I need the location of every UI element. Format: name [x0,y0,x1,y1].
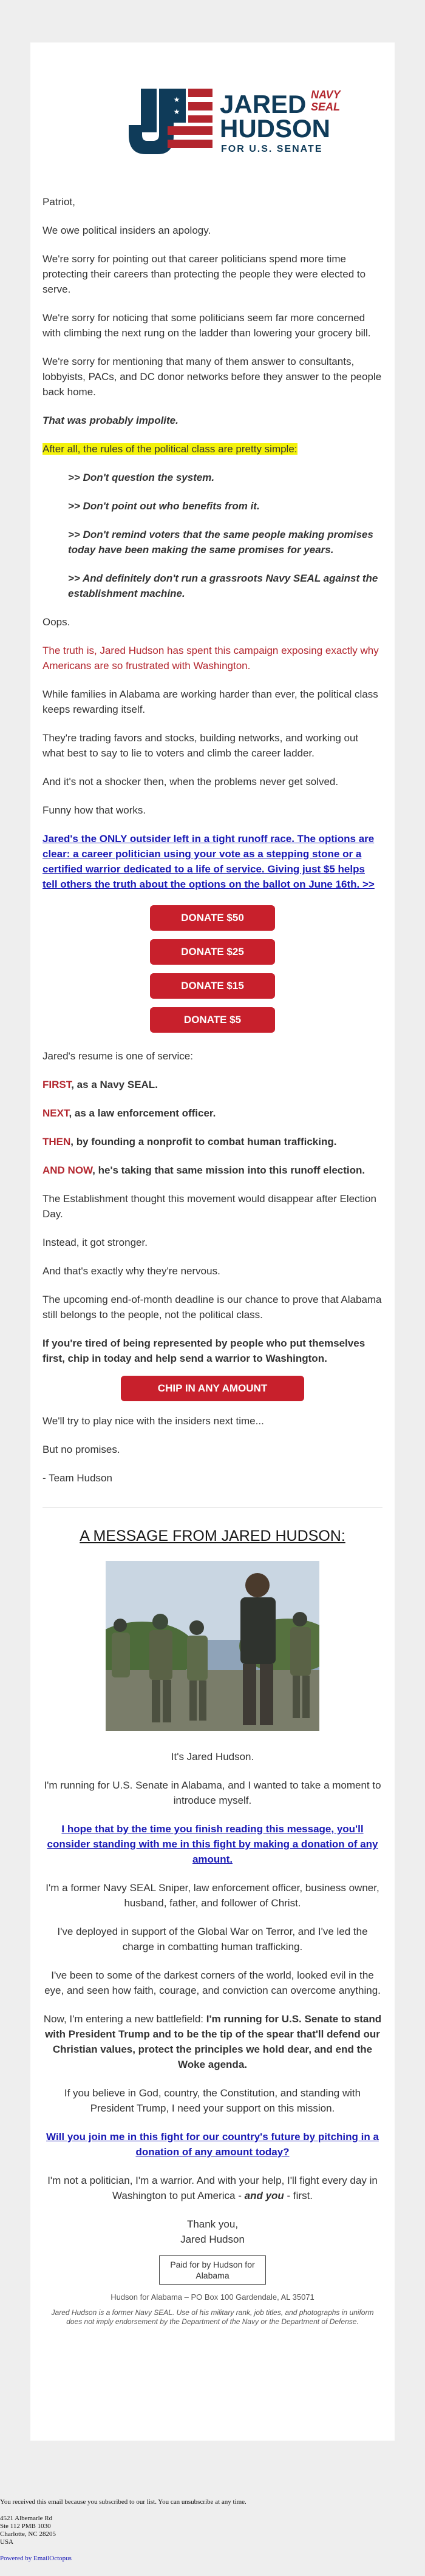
paragraph: But no promises. [42,1444,120,1455]
campaign-photo [106,1561,319,1731]
logo-first-name: JARED [220,90,307,118]
red-paragraph: The truth is, Jared Hudson has spent this campaign exposing exactly why Americans are so frustrated with Washington. [42,645,379,671]
resume-item: THEN, by founding a nonprofit to combat human trafficking. [42,1136,337,1147]
highlighted-paragraph: After all, the rules of the political class are pretty simple: [42,443,298,455]
paragraph: Instead, it got stronger. [42,1237,148,1248]
message-paragraph: I'm a former Navy SEAL Sniper, law enforcement officer, business owner, husband, father, and follower of Christ. [46,1882,379,1909]
message-paragraph: Now, I'm entering a new battlefield: I'm running for U.S. Senate to stand with President Trump and to be the tip of the spear that'll defend our Christian values, protect the principles we hold dear, and end the Woke agenda. [43,2013,382,2070]
message-paragraph: If you believe in God, country, the Constitution, and standing with President Trump, I need your support on this mission. [64,2087,361,2114]
message-paragraph: It's Jared Hudson. [171,1751,254,1762]
pitch-in-link[interactable]: Will you join me in this fight for our country's future by pitching in a donation of any amount today? [46,2131,379,2158]
email-body [42,194,382,2340]
paid-for-box: Paid for by Hudson for Alabama [159,2255,266,2285]
powered-by-link[interactable]: Powered by EmailOctopus [0,2555,72,2562]
military-disclaimer: Jared Hudson is a former Navy SEAL. Use of his military rank, job titles, and photographs in uniform does not imply endorsement by the Department of the Navy or the Department of Defense. [51,2308,374,2326]
resume-item: AND NOW, he's taking that same mission into this runoff election. [42,1164,365,1176]
greeting: Patriot, [42,196,75,208]
sender-address-line: USA [0,2538,14,2546]
message-paragraph: I've been to some of the darkest corners of the world, looked evil in the eye, and seen how faith, courage, and conviction can overcome anything. [44,1969,381,1996]
logo-subtitle: FOR U.S. SENATE [221,144,323,154]
resume-item: NEXT, as a law enforcement officer. [42,1107,216,1119]
paragraph: We're sorry for pointing out that career politicians spend more time protecting their careers than protecting the people they were elected to serve. [42,253,366,295]
paragraph: Oops. [42,616,70,628]
campaign-address: Hudson for Alabama – PO Box 100 Gardendale, AL 35071 [110,2292,314,2302]
donate-link-paragraph [42,831,382,892]
sender-address-line: 4521 Albemarle Rd [0,2515,53,2522]
message-link-paragraph [42,1821,382,1867]
svg-text:★: ★ [173,95,180,104]
paragraph: Funny how that works. [42,804,146,816]
signature: - Team Hudson [42,1472,112,1484]
paragraph: They're trading favors and stocks, building networks, and working out what best to say to lie to voters and climb the career ladder. [42,732,359,759]
svg-text:★: ★ [173,107,180,116]
logo-last-name: HUDSON [220,114,331,143]
rule-item: >> Don't question the system. [68,472,215,483]
resume-item: FIRST, as a Navy SEAL. [42,1079,158,1090]
paragraph: The upcoming end-of-month deadline is our chance to prove that Alabama still belongs to the people, not the political class. [42,1294,382,1320]
message-paragraph: I'm running for U.S. Senate in Alabama, and I wanted to take a moment to introduce myself. [44,1779,381,1806]
divider [42,1507,382,1508]
paragraph: We're sorry for mentioning that many of them answer to consultants, lobbyists, PACs, and DC donor networks before they answer to the people back home. [42,356,382,398]
message-title: A MESSAGE FROM JARED HUDSON: [80,1528,345,1545]
message-paragraph: I'm not a politician, I'm a warrior. And with your help, I'll fight every day in Washington to put America - and you - first. [47,2175,378,2201]
rule-item: >> Don't remind voters that the same people making promises today have been making the same promises for years. [68,529,373,556]
rule-item: >> Don't point out who benefits from it. [68,500,260,512]
paragraph: Jared's resume is one of service: [42,1050,193,1062]
sender-address-line: Ste 112 PMB 1030 [0,2523,51,2530]
paragraph: We owe political insiders an apology. [42,225,211,236]
chip-in-button[interactable]: CHIP IN ANY AMOUNT [121,1376,304,1401]
email-footer [0,2498,425,2563]
donate-25-button[interactable]: DONATE $25 [150,939,275,965]
paragraph: That was probably impolite. [42,415,178,426]
donate-15-button[interactable]: DONATE $15 [150,973,275,999]
sender-address-line: Charlotte, NC 28205 [0,2530,56,2538]
bold-paragraph: If you're tired of being represented by people who put themselves first, chip in today and help send a warrior to Washington. [42,1337,365,1364]
logo-tag-seal: SEAL [311,101,341,113]
rule-item: >> And definitely don't run a grassroots Navy SEAL against the establishment machine. [68,573,378,599]
signoff: Thank you, Jared Hudson [180,2218,245,2245]
paragraph: We're sorry for noticing that some politicians seem far more concerned with climbing the next rung on the ladder than lowering your grocery bill. [42,312,371,339]
paragraph: And that's exactly why they're nervous. [42,1265,220,1277]
donate-5-button[interactable]: DONATE $5 [150,1007,275,1033]
campaign-logo [129,84,347,158]
paragraph: We'll try to play nice with the insiders next time... [42,1415,264,1427]
donate-link[interactable]: Jared's the ONLY outsider left in a tight runoff race. The options are clear: a career politician using your vote as a stepping stone or a certified warrior dedicated to a life of service. Giving just $5 helps tell others the truth about the options on the ballot on June 16th. >> [42,833,375,890]
message-link-paragraph [42,2129,382,2160]
paragraph: While families in Alabama are working harder than ever, the political class keeps rewarding itself. [42,688,378,715]
logo-tag-navy: NAVY [311,89,341,101]
donation-link[interactable]: I hope that by the time you finish reading this message, you'll consider standing with me in this fight by making a donation of any amount. [47,1823,378,1865]
message-paragraph: I've deployed in support of the Global War on Terror, and I've led the charge in combatting human trafficking. [57,1926,368,1952]
donate-50-button[interactable]: DONATE $50 [150,905,275,931]
paragraph: The Establishment thought this movement would disappear after Election Day. [42,1193,376,1220]
paragraph: And it's not a shocker then, when the problems never get solved. [42,776,339,787]
email-card [30,42,395,2441]
subscription-notice: You received this email because you subscribed to our list. You can unsubscribe at any time. [0,2498,246,2506]
